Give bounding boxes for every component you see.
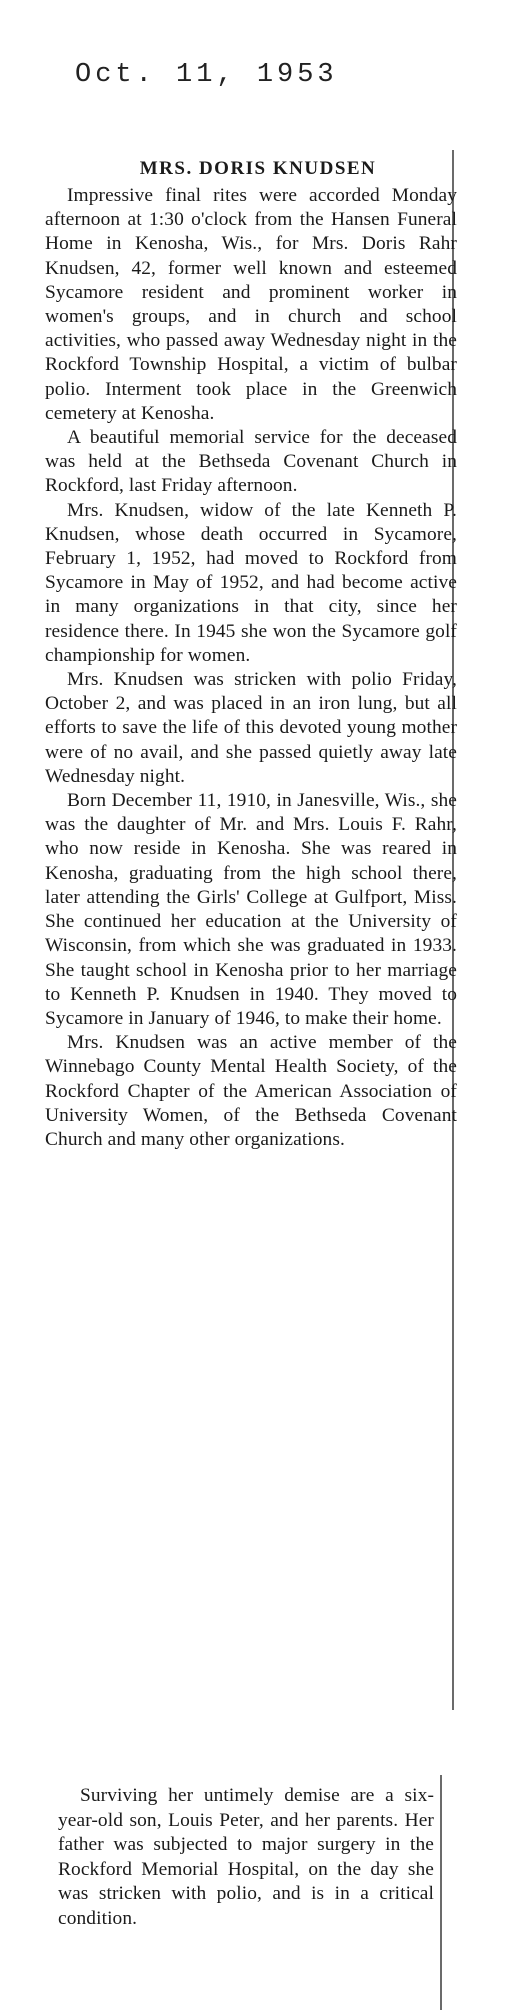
article-paragraph: Surviving her untimely demise are a six-year-old son, Louis Peter, and her parents. Her father was subjected to major surgery in the Rockford Memorial Hospital, on the day she was stricken with polio, and is in a critical condition. bbox=[58, 1785, 434, 1929]
clipping-date: Oct. 11, 1953 bbox=[75, 60, 338, 90]
article-paragraph: Mrs. Knudsen was stricken with polio Friday, October 2, and was placed in an iron lung, but all efforts to save the life of this devoted young mother were of no avail, and she passed quietly away late Wednesday night. bbox=[45, 669, 457, 787]
article-paragraph: Born December 11, 1910, in Janesville, Wis., she was the daughter of Mr. and Mrs. Louis F. Rahr, who now reside in Kenosha. She was reared in Kenosha, graduating from the high school there, later attending the Girls' College at Gulfport, Miss. She continued her education at the University of Wisconsin, from which she was graduated in 1933. She taught school in Kenosha prior to her marriage to Kenneth P. Knudsen in 1940. They moved to Sycamore in January of 1946, to make their home. bbox=[45, 790, 457, 1029]
article-headline: MRS. DORIS KNUDSEN bbox=[139, 158, 377, 179]
obituary-article bbox=[45, 158, 457, 1152]
obituary-continuation bbox=[58, 1784, 434, 1932]
article-paragraph: A beautiful memorial service for the deceased was held at the Bethseda Covenant Church in Rockford, last Friday afternoon. bbox=[45, 427, 457, 497]
article-paragraph: Impressive final rites were accorded Monday afternoon at 1:30 o'clock from the Hansen Funeral Home in Kenosha, Wis., for Mrs. Doris Rahr Knudsen, 42, former well known and esteemed Sycamore resident and prominent worker in women's groups, and in church and school activities, who passed away Wednesday night in the Rockford Township Hospital, a victim of bulbar polio. Interment took place in the Greenwich cemetery at Kenosha. bbox=[45, 185, 457, 424]
article-paragraph: Mrs. Knudsen, widow of the late Kenneth P. Knudsen, whose death occurred in Sycamore, February 1, 1952, had moved to Rockford from Sycamore in May of 1952, and had become active in many organizations in that city, since her residence there. In 1945 she won the Sycamore golf championship for women. bbox=[45, 499, 457, 666]
column-rule bbox=[440, 1775, 442, 2010]
article-paragraph: Mrs. Knudsen was an active member of the Winnebago County Mental Health Society, of the Rockford Chapter of the American Association of University Women, of the Bethseda Covenant Church and many other organizations. bbox=[45, 1032, 457, 1150]
